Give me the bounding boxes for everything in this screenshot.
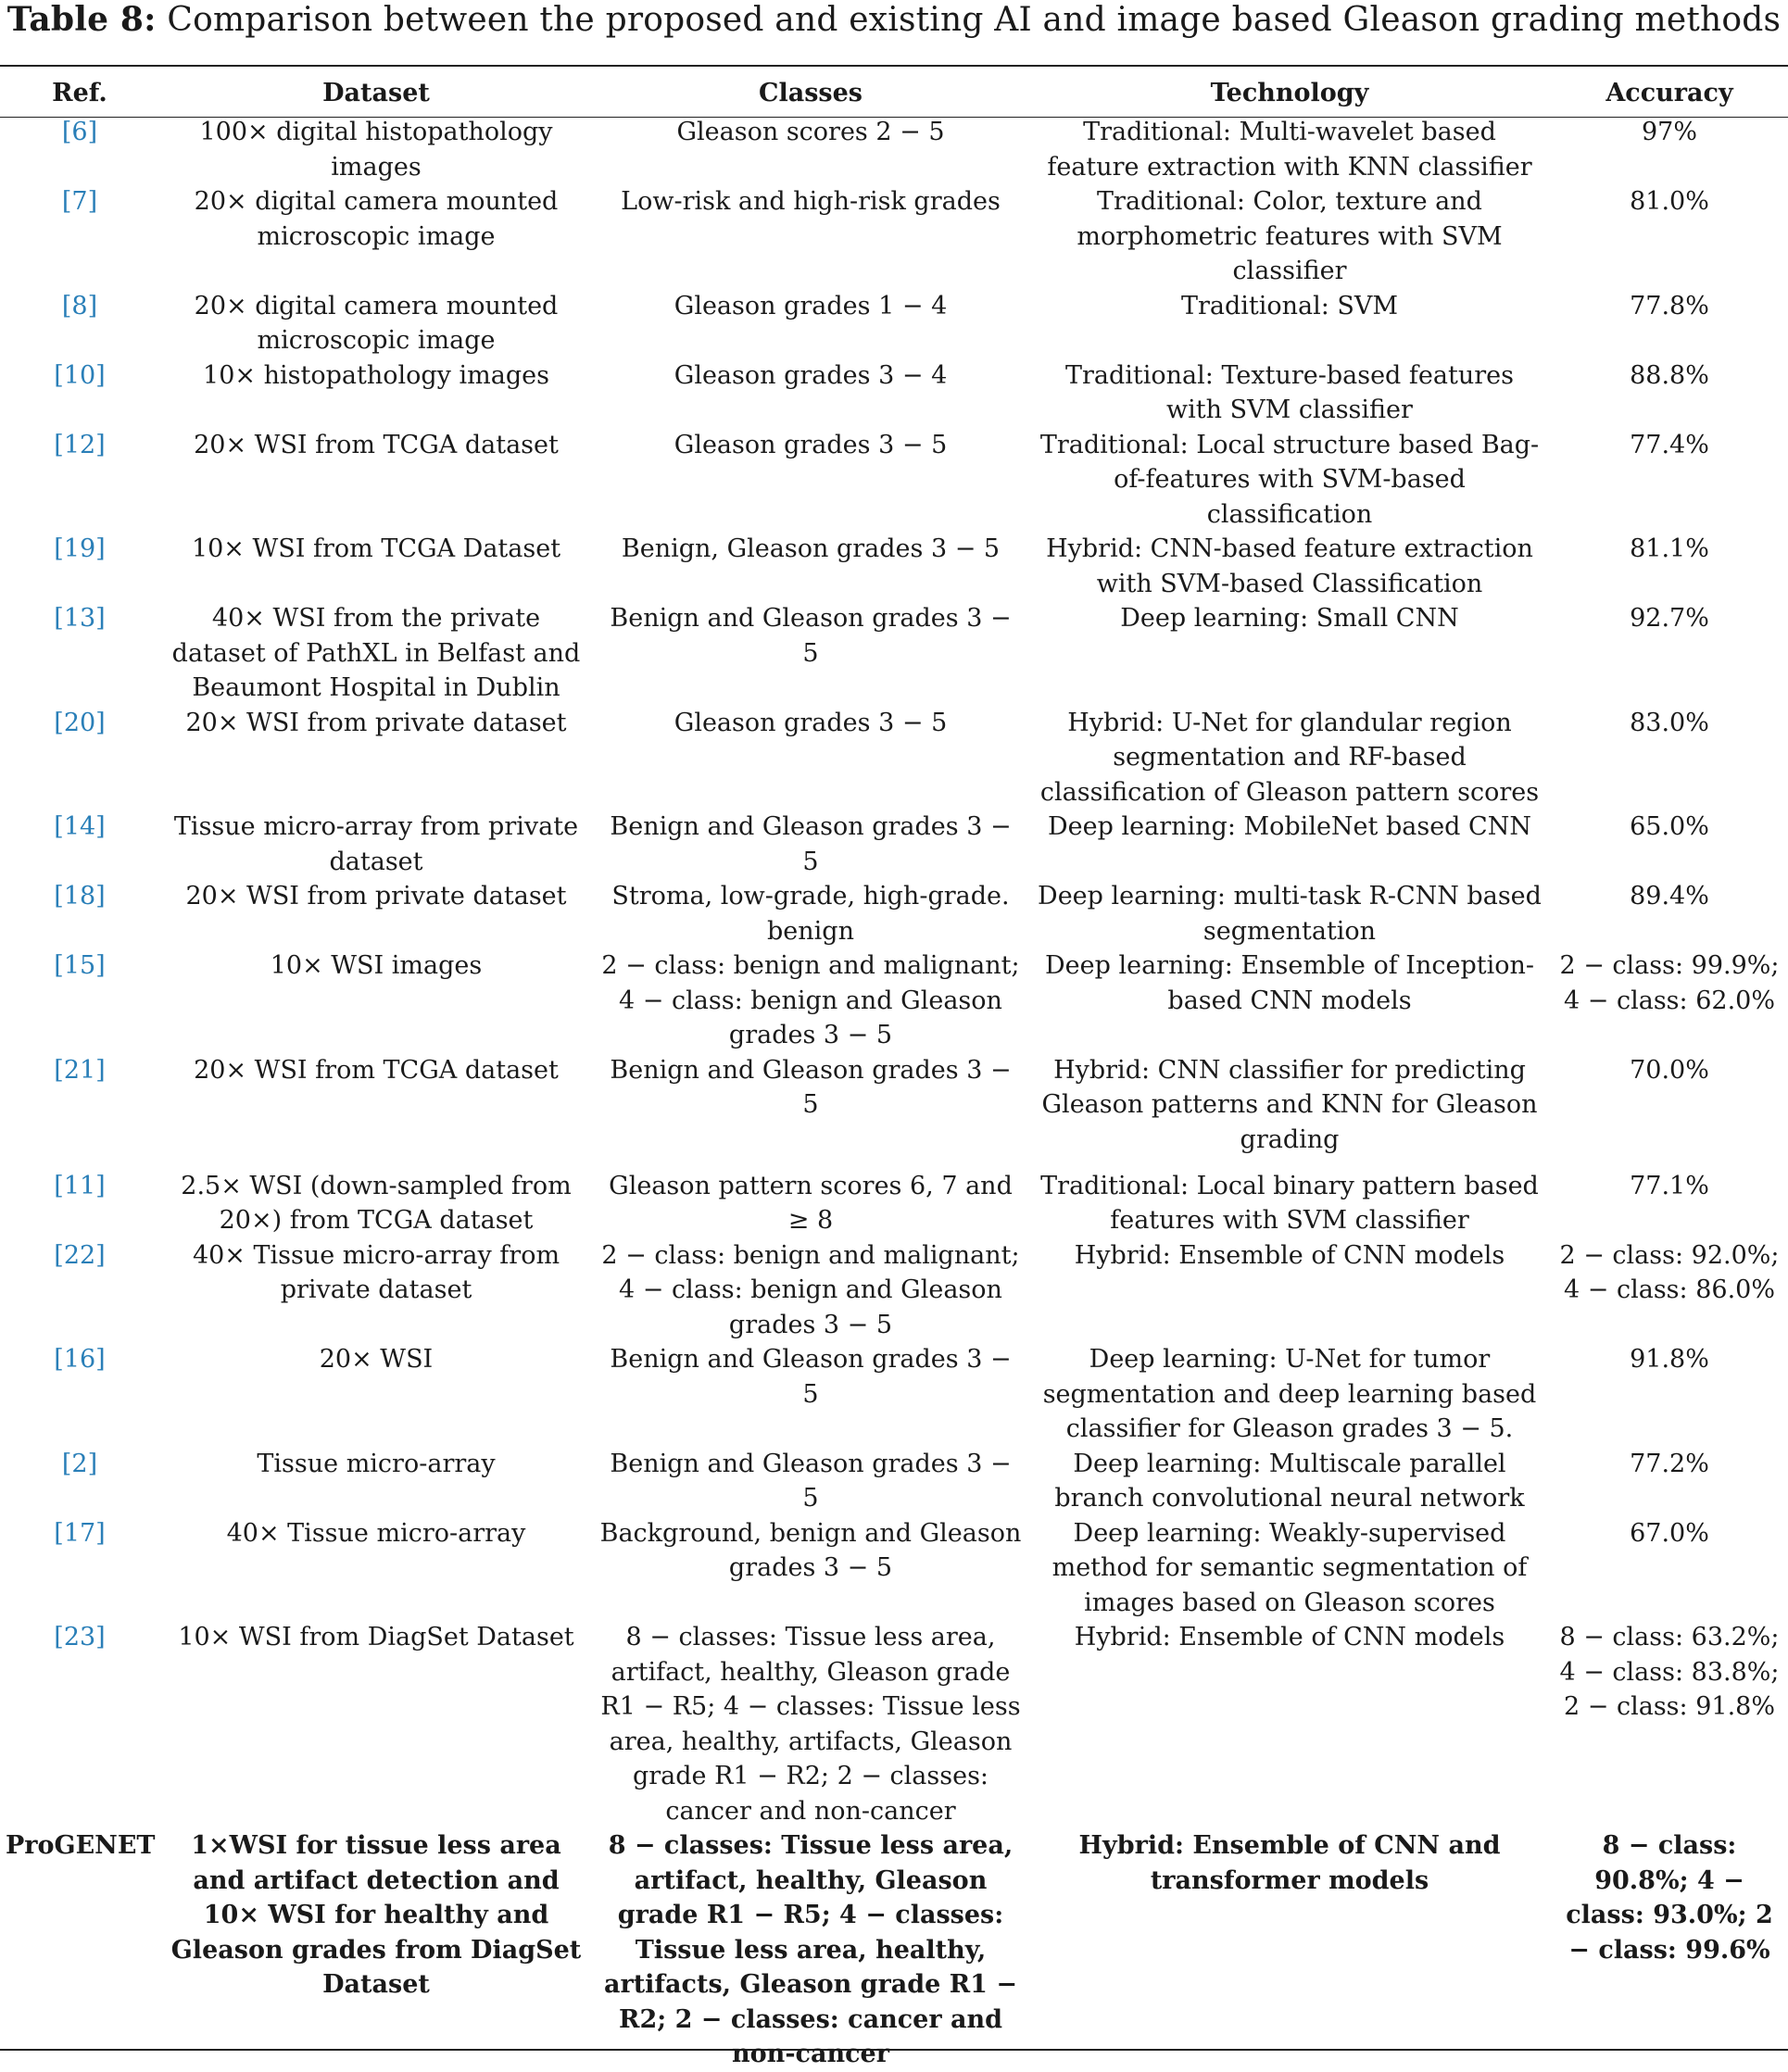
table-row xyxy=(0,289,1788,358)
table-row xyxy=(0,1447,1788,1516)
technology-cell: Hybrid: CNN classifier for predicting Gleason patterns and KNN for Gleason grading xyxy=(1041,1055,1538,1154)
technology-cell: Hybrid: Ensemble of CNN models xyxy=(1074,1623,1505,1651)
accuracy-cell: 2 − class: 92.0%; 4 − class: 86.0% xyxy=(1559,1240,1780,1304)
ref-link[interactable]: [13] xyxy=(54,604,106,633)
header-dataset: Dataset xyxy=(322,79,430,107)
classes-cell: Gleason grades 3 − 5 xyxy=(674,708,948,737)
classes-cell: Gleason grades 1 − 4 xyxy=(674,291,948,320)
ref-link[interactable]: [10] xyxy=(54,360,106,390)
accuracy-cell: 70.0% xyxy=(1630,1055,1709,1085)
ref-link[interactable]: [22] xyxy=(54,1240,106,1270)
technology-cell: Traditional: Color, texture and morphometric features with SVM classifier xyxy=(1077,187,1503,285)
technology-cell: Deep learning: Multiscale parallel branch convolutional neural network xyxy=(1054,1449,1525,1513)
table-caption xyxy=(0,0,1788,40)
accuracy-cell: 88.8% xyxy=(1630,360,1709,390)
classes-cell: Benign and Gleason grades 3 − 5 xyxy=(610,1345,1012,1409)
dataset-cell: 40× Tissue micro-array xyxy=(226,1518,526,1548)
technology-cell: Hybrid: U-Net for glandular region segmentation and RF-based classification of Gleason pattern scores xyxy=(1039,708,1540,807)
header-ref: Ref. xyxy=(52,79,107,107)
technology-cell: Traditional: Texture-based features with SVM classifier xyxy=(1065,360,1514,424)
dataset-cell: 1×WSI for tissue less area and artifact detection and 10× WSI for healthy and Gleason grades from DiagSet Dataset xyxy=(170,1831,582,1999)
classes-cell: Gleason scores 2 − 5 xyxy=(676,118,945,146)
classes-cell: Gleason pattern scores 6, 7 and ≥ 8 xyxy=(609,1171,1013,1235)
table-row xyxy=(0,1169,1788,1238)
dataset-cell: 10× histopathology images xyxy=(203,360,549,390)
dataset-cell: 20× digital camera mounted microscopic image xyxy=(194,187,559,251)
ref-link[interactable]: [2] xyxy=(61,1449,98,1478)
accuracy-cell: 67.0% xyxy=(1630,1518,1709,1548)
table-row xyxy=(0,1238,1788,1343)
dataset-cell: 100× digital histopathology images xyxy=(199,118,553,182)
table-row xyxy=(0,1620,1788,1828)
header-accuracy: Accuracy xyxy=(1605,79,1733,107)
dataset-cell: 10× WSI from DiagSet Dataset xyxy=(178,1623,574,1651)
top-rule xyxy=(0,65,1788,67)
accuracy-cell: 8 − class: 63.2%; 4 − class: 83.8%; 2 − class: 91.8% xyxy=(1559,1623,1780,1721)
ref-link[interactable]: [6] xyxy=(61,118,98,146)
header-classes: Classes xyxy=(758,79,863,107)
ref-link[interactable]: [8] xyxy=(61,291,98,320)
accuracy-cell: 77.2% xyxy=(1630,1449,1709,1478)
classes-cell: Benign, Gleason grades 3 − 5 xyxy=(621,534,1001,563)
classes-cell: Benign and Gleason grades 3 − 5 xyxy=(610,1449,1012,1513)
header-technology: Technology xyxy=(1210,79,1369,107)
ref-proposed: ProGENET xyxy=(6,1831,156,1860)
ref-link[interactable]: [18] xyxy=(54,882,106,910)
dataset-cell: 20× WSI from TCGA dataset xyxy=(194,1055,559,1085)
classes-cell: Background, benign and Gleason grades 3 − 5 xyxy=(599,1518,1022,1582)
dataset-cell: Tissue micro-array from private dataset xyxy=(173,812,579,876)
accuracy-cell: 92.7% xyxy=(1630,604,1709,633)
dataset-cell: 10× WSI images xyxy=(270,951,483,980)
ref-link[interactable]: [16] xyxy=(54,1345,106,1374)
accuracy-cell: 81.0% xyxy=(1630,187,1709,216)
technology-cell: Deep learning: Small CNN xyxy=(1120,604,1459,633)
ref-link[interactable]: [17] xyxy=(54,1518,106,1548)
ref-link[interactable]: [7] xyxy=(61,187,98,216)
table-row xyxy=(0,184,1788,289)
caption-text: Comparison between the proposed and existing AI and image based Gleason grading methods xyxy=(167,1,1782,39)
dataset-cell: Tissue micro-array xyxy=(257,1449,496,1478)
table-row xyxy=(0,428,1788,533)
ref-link[interactable]: [11] xyxy=(54,1171,106,1200)
table-row xyxy=(0,532,1788,601)
technology-cell: Deep learning: multi-task R-CNN based segmentation xyxy=(1038,882,1542,946)
technology-cell: Deep learning: Ensemble of Inception-based CNN models xyxy=(1044,951,1534,1015)
technology-cell: Traditional: Local binary pattern based features with SVM classifier xyxy=(1040,1171,1539,1235)
dataset-cell: 2.5× WSI (down-sampled from 20×) from TCGA dataset xyxy=(181,1171,572,1235)
technology-cell: Traditional: Local structure based Bag-of-features with SVM-based classification xyxy=(1039,430,1540,529)
ref-link[interactable]: [12] xyxy=(54,430,106,459)
technology-cell: Traditional: SVM xyxy=(1180,291,1399,320)
accuracy-cell: 89.4% xyxy=(1630,882,1709,910)
accuracy-cell: 77.1% xyxy=(1630,1171,1709,1200)
table-row xyxy=(0,1053,1788,1169)
dataset-cell: 40× WSI from the private dataset of PathXL in Belfast and Beaumont Hospital in Dublin xyxy=(171,604,581,702)
classes-cell: 2 − class: benign and malignant; 4 − class: benign and Gleason grades 3 − 5 xyxy=(601,951,1020,1049)
technology-cell: Deep learning: MobileNet based CNN xyxy=(1048,812,1531,841)
classes-cell: Benign and Gleason grades 3 − 5 xyxy=(610,812,1012,876)
classes-cell: Gleason grades 3 − 4 xyxy=(674,360,948,390)
table-row xyxy=(0,706,1788,810)
accuracy-cell: 83.0% xyxy=(1630,708,1709,737)
table-row xyxy=(0,879,1788,948)
classes-cell: Benign and Gleason grades 3 − 5 xyxy=(610,1055,1012,1119)
accuracy-cell: 97% xyxy=(1641,118,1697,146)
classes-cell: Stroma, low-grade, high-grade. benign xyxy=(611,882,1010,946)
table-row-proposed xyxy=(0,1828,1788,2072)
classes-cell: 8 − classes: Tissue less area, artifact, healthy, Gleason grade R1 − R5; 4 − classes: Tissue less area, healthy, artifacts, Gleason grade R1 − R2; 2 − classes: cancer and non-cancer xyxy=(603,1831,1017,2068)
dataset-cell: 20× WSI xyxy=(319,1345,434,1374)
ref-link[interactable]: [21] xyxy=(54,1055,106,1085)
technology-cell: Traditional: Multi-wavelet based feature extraction with KNN classifier xyxy=(1047,118,1532,182)
technology-cell: Hybrid: Ensemble of CNN and transformer models xyxy=(1078,1831,1501,1895)
dataset-cell: 40× Tissue micro-array from private dataset xyxy=(192,1240,560,1304)
accuracy-cell: 81.1% xyxy=(1630,534,1709,563)
accuracy-cell: 77.8% xyxy=(1630,291,1709,320)
ref-link[interactable]: [19] xyxy=(54,534,106,563)
ref-link[interactable]: [23] xyxy=(54,1623,106,1651)
accuracy-cell: 2 − class: 99.9%; 4 − class: 62.0% xyxy=(1559,951,1780,1015)
classes-cell: Benign and Gleason grades 3 − 5 xyxy=(610,604,1012,668)
header-row xyxy=(0,72,1788,115)
classes-cell: Low-risk and high-risk grades xyxy=(621,187,1001,216)
caption-label: Table 8: xyxy=(6,0,157,39)
technology-cell: Deep learning: U-Net for tumor segmentation and deep learning based classifier for Gleason grades 3 − 5. xyxy=(1042,1345,1537,1443)
dataset-cell: 10× WSI from TCGA Dataset xyxy=(191,534,561,563)
technology-cell: Hybrid: CNN-based feature extraction with SVM-based Classification xyxy=(1046,534,1533,598)
dataset-cell: 20× WSI from private dataset xyxy=(185,882,567,910)
classes-cell: 2 − class: benign and malignant; 4 − class: benign and Gleason grades 3 − 5 xyxy=(601,1240,1020,1339)
ref-link[interactable]: [20] xyxy=(54,708,106,737)
dataset-cell: 20× WSI from TCGA dataset xyxy=(194,430,559,459)
table-row xyxy=(0,1516,1788,1621)
classes-cell: 8 − classes: Tissue less area, artifact, healthy, Gleason grade R1 − R5; 4 − classes: Tissue less area, healthy, artifacts, Gleason grade R1 − R2; 2 − classes: cancer and non-cancer xyxy=(600,1623,1021,1826)
dataset-cell: 20× digital camera mounted microscopic image xyxy=(194,291,559,355)
accuracy-cell: 65.0% xyxy=(1630,812,1709,841)
accuracy-cell: 91.8% xyxy=(1630,1345,1709,1374)
table-row xyxy=(0,1342,1788,1447)
technology-cell: Hybrid: Ensemble of CNN models xyxy=(1074,1240,1505,1270)
table-row xyxy=(0,810,1788,879)
ref-link[interactable]: [14] xyxy=(54,812,106,841)
table-row xyxy=(0,358,1788,428)
comparison-table xyxy=(0,72,1788,2072)
classes-cell: Gleason grades 3 − 5 xyxy=(674,430,948,459)
dataset-cell: 20× WSI from private dataset xyxy=(185,708,567,737)
technology-cell: Deep learning: Weakly-supervised method for semantic segmentation of images based on Gleason scores xyxy=(1051,1518,1528,1617)
table-row xyxy=(0,601,1788,706)
table-row xyxy=(0,115,1788,184)
ref-link[interactable]: [15] xyxy=(54,951,106,980)
table-row xyxy=(0,948,1788,1053)
accuracy-cell: 8 − class: 90.8%; 4 − class: 93.0%; 2 − class: 99.6% xyxy=(1566,1831,1773,1965)
accuracy-cell: 77.4% xyxy=(1630,430,1709,459)
